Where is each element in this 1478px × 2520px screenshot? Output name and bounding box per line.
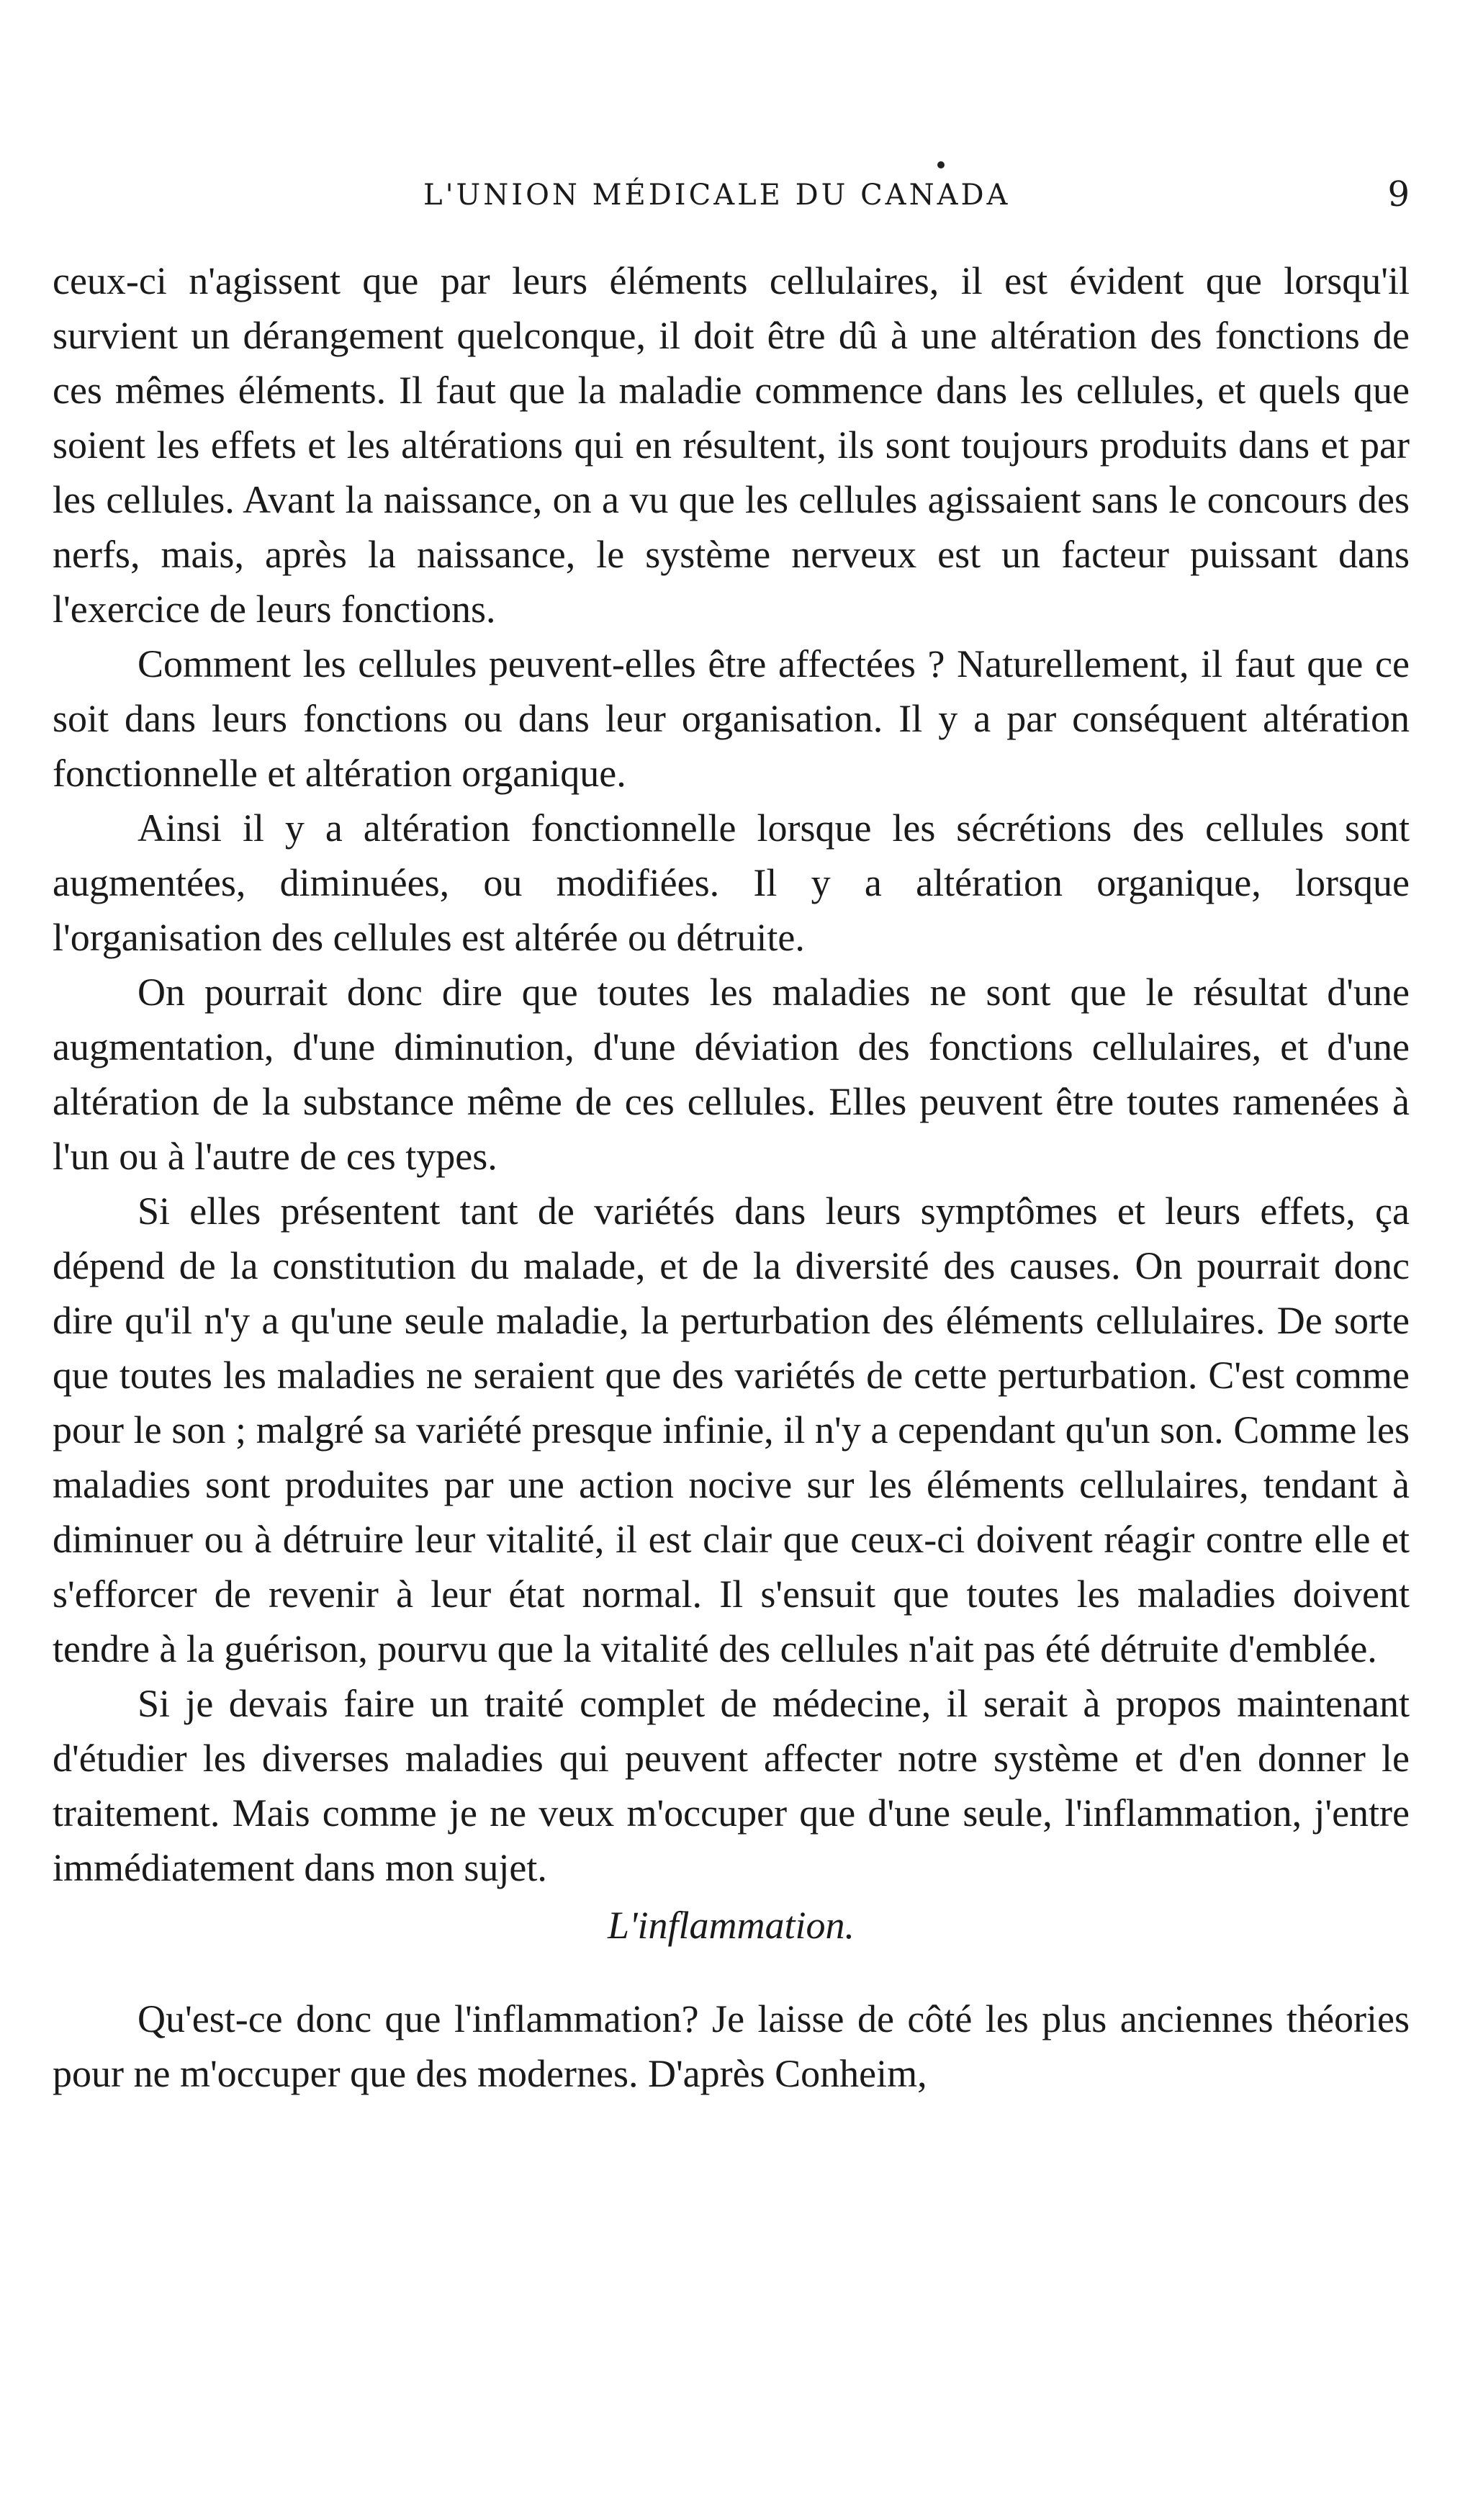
- page-number: 9: [1387, 174, 1410, 215]
- paragraph-1: ceux-ci n'agissent que par leurs éléments cellulaires, il est évident que lorsqu'il survient un dérangement quelconque, il doit être dû à une altération des fonctions de ces mêmes éléments. Il faut que la maladie commence dans les cellules, et quels que soient les effets et les altérations qui en résultent, ils sont toujours produits dans et par les cellules. Avant la naissance, on a vu que les cellules agissaient sans le concours des nerfs, mais, après la naissance, le système nerveux est un facteur puissant dans l'exercice de leurs fonctions.: [53, 259, 1410, 631]
- paragraph-7: Qu'est-ce donc que l'inflammation? Je laisse de côté les plus anciennes théories pour ne m'occuper que des modernes. D'après Conheim,: [53, 1997, 1410, 2095]
- ink-speck: [937, 161, 945, 168]
- paragraph-6: Si je devais faire un traité complet de médecine, il serait à propos maintenant d'étudier les diverses maladies qui peuvent affecter notre système et d'en donner le traitement. Mais comme je ne veux m'occuper que d'une seule, l'inflammation, j'entre immédiatement dans mon sujet.: [53, 1682, 1410, 1889]
- running-header: [0, 174, 1478, 229]
- body-text: [53, 253, 1410, 2101]
- paragraph-4: On pourrait donc dire que toutes les maladies ne sont que le résultat d'une augmentation, d'une diminution, d'une déviation des fonctions cellulaires, et d'une altération de la substance même de ces cellules. Elles peuvent être toutes ramenées à l'un ou à l'autre de ces types.: [53, 971, 1410, 1178]
- section-heading: L'inflammation.: [607, 1904, 855, 1947]
- journal-title: L'UNION MÉDICALE DU CANADA: [423, 179, 1011, 212]
- paragraph-3: Ainsi il y a altération fonctionnelle lorsque les sécrétions des cellules sont augmentées, diminuées, ou modifiées. Il y a altération organique, lorsque l'organisation des cellules est altérée ou détruite.: [53, 806, 1410, 959]
- paragraph-2: Comment les cellules peuvent-elles être affectées ? Naturellement, il faut que ce soit dans leurs fonctions ou dans leur organisation. Il y a par conséquent altération fonctionnelle et altération organique.: [53, 642, 1410, 795]
- paragraph-5: Si elles présentent tant de variétés dans leurs symptômes et leurs effets, ça dépend de la constitution du malade, et de la diversité des causes. On pourrait donc dire qu'il n'y a qu'une seule maladie, la perturbation des éléments cellulaires. De sorte que toutes les maladies ne seraient que des variétés de cette perturbation. C'est comme pour le son ; malgré sa variété presque infinie, il n'y a cependant qu'un son. Comme les maladies sont produites par une action nocive sur les éléments cellulaires, tendant à diminuer ou à détruire leur vitalité, il est clair que ceux-ci doivent réagir contre elle et s'efforcer de revenir à leur état normal. Il s'ensuit que toutes les maladies doivent tendre à la guérison, pourvu que la vitalité des cellules n'ait pas été détruite d'emblée.: [53, 1189, 1410, 1670]
